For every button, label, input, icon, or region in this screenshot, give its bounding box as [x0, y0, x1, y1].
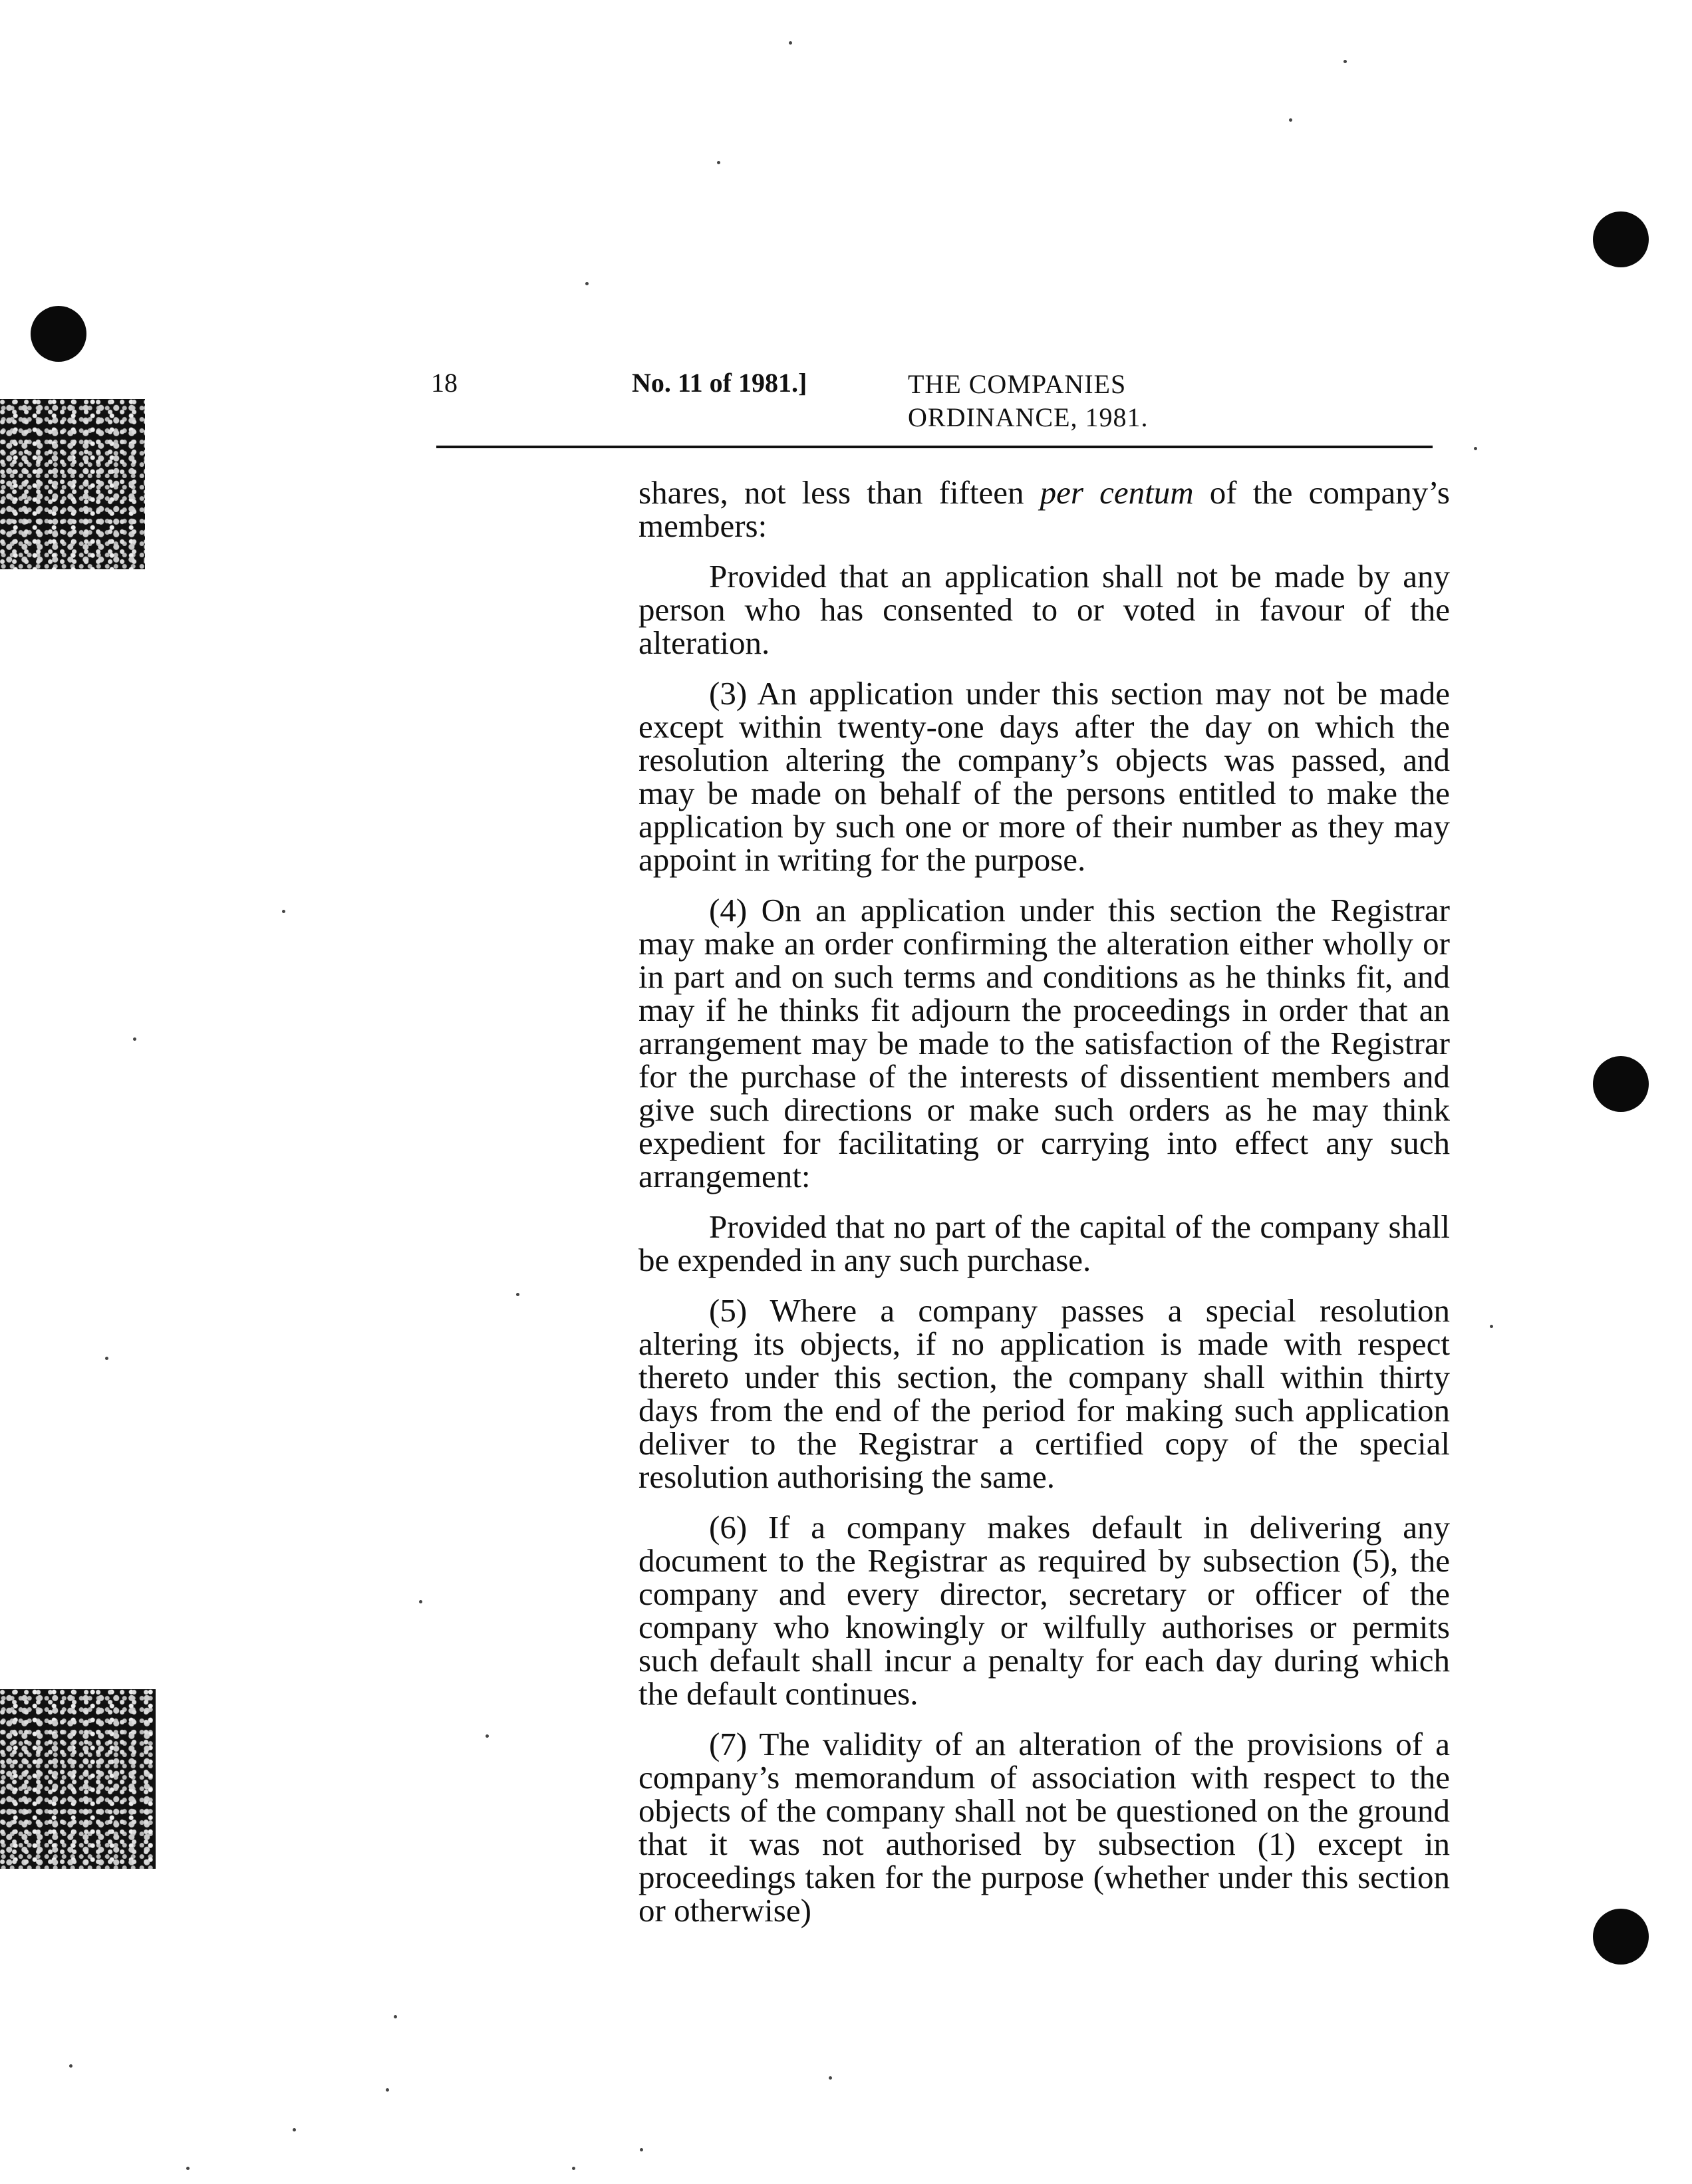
scan-dust	[186, 2167, 190, 2170]
act-title-line-2: ORDINANCE, 1981.	[908, 402, 1149, 432]
subsection-4: (4) On an application under this section the Registrar may make an order confirming the alteration either wholly or in part and on such terms and conditions as he thinks fit, and may if he thinks fit adjourn the proceedings in order that an arrangement may be made to the satisfaction of the Registrar for the purchase of the interests of dissentient members and give such directions or make such orders as he may think expedient for facilitating or carrying into effect any such arrangement:	[638, 892, 1450, 1194]
scan-dust	[717, 161, 720, 164]
subsection-7: (7) The validity of an alteration of the provisions of a company’s memorandum of association with respect to the objects of the company shall not be questioned on the ground that it was not authorised by subsection (1) except in proceedings taken for the purpose (whether under this section or otherwise)	[638, 1726, 1450, 1929]
body-text	[638, 476, 1450, 1945]
page-number: 18	[431, 368, 458, 398]
scan-dust	[419, 1600, 422, 1603]
scan-dust	[486, 1734, 489, 1738]
scan-dust	[829, 2076, 832, 2080]
scan-dust	[640, 2148, 643, 2151]
scan-dust	[572, 2167, 575, 2170]
scan-speckle-block	[0, 399, 145, 569]
scan-dust	[1474, 447, 1477, 450]
scan-speckle-block	[0, 1689, 156, 1869]
proviso-paragraph: Provided that an application shall not be made by any person who has consented to or voted in favour of the alteration.	[638, 558, 1450, 661]
binder-hole	[1593, 1909, 1649, 1965]
act-title	[908, 368, 1149, 434]
scan-dust	[293, 2128, 296, 2131]
scan-dust	[1490, 1325, 1493, 1328]
scan-dust	[585, 282, 589, 285]
scan-dust	[282, 910, 285, 913]
subsection-5: (5) Where a company passes a special resolution altering its objects, if no application is made with respect thereto under this section, the company shall within thirty days from the end of the period for making such application deliver to the Registrar a certified copy of the special resolution authorising the same.	[638, 1292, 1450, 1495]
subsection-3: (3) An application under this section may not be made except within twenty-one days after the day on which the resolution altering the company’s objects was passed, and may be made on behalf of the persons entitled to make the application by such one or more of their number as they may appoint in writing for the purpose.	[638, 675, 1450, 878]
scan-dust	[516, 1293, 519, 1296]
italic-phrase: per centum	[1040, 474, 1194, 511]
scan-dust	[69, 2064, 72, 2068]
subsection-6: (6) If a company makes default in delivering any document to the Registrar as required by subsection (5), the company and every director, secretary or officer of the company who knowingly or wilfully authorises or permits such default shall incur a penalty for each day during which the default continues.	[638, 1509, 1450, 1712]
scan-dust	[1289, 118, 1292, 122]
scan-dust	[789, 41, 792, 45]
binder-hole	[31, 306, 86, 362]
scan-dust	[394, 2015, 397, 2018]
scan-dust	[105, 1357, 108, 1360]
ordinance-reference: No. 11 of 1981.]	[632, 368, 807, 398]
header-rule	[436, 446, 1433, 448]
scan-dust	[386, 2088, 389, 2092]
act-title-line-1: THE COMPANIES	[908, 369, 1127, 399]
binder-hole	[1593, 1056, 1649, 1112]
scan-dust	[133, 1037, 136, 1041]
proviso-paragraph: Provided that no part of the capital of the company shall be expended in any such purchase.	[638, 1208, 1450, 1278]
continued-paragraph: shares, not less than fifteen per centum of the company’s members:	[638, 474, 1450, 544]
binder-hole	[1593, 211, 1649, 267]
scan-dust	[1343, 60, 1347, 63]
